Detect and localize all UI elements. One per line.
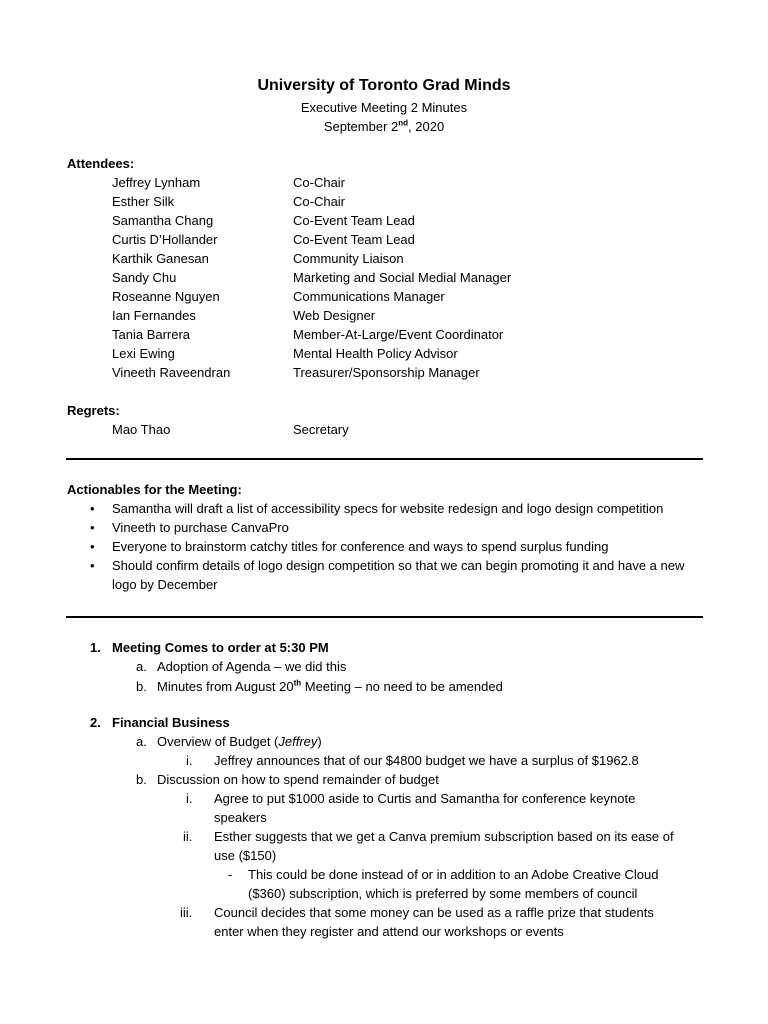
- attendee-role: Web Designer: [293, 308, 376, 323]
- actionable-item: [90, 556, 712, 594]
- section2-b-iii-line1: Council decides that some money can be used as a raffle prize that students: [214, 905, 654, 920]
- section1-b-sup: th: [293, 678, 302, 688]
- date-ordinal: nd: [398, 118, 409, 128]
- section2-a-i-marker: i.: [186, 753, 193, 768]
- actionables-list: [90, 499, 712, 594]
- section2-a-post: ): [317, 734, 322, 749]
- attendee-name: Lexi Ewing: [112, 346, 175, 361]
- section2-b-i-line1: Agree to put $1000 aside to Curtis and Samantha for conference keynote: [214, 791, 636, 806]
- section1-b-pre: Minutes from August 20: [157, 679, 294, 694]
- attendee-name: Esther Silk: [112, 194, 175, 209]
- attendee-row: [112, 363, 712, 382]
- section2-b-ii-sub-line1: This could be done instead of or in addition to an Adobe Creative Cloud: [248, 867, 659, 882]
- regrets-role: Secretary: [293, 422, 349, 437]
- attendee-row: [112, 268, 712, 287]
- attendee-row: [112, 325, 712, 344]
- regrets-row: [112, 420, 712, 439]
- actionable-item: [90, 499, 712, 518]
- section2-b-ii-dash: -: [228, 867, 233, 882]
- attendee-row: [112, 287, 712, 306]
- date-suffix: , 2020: [408, 119, 445, 134]
- bullet-icon: •: [90, 501, 95, 516]
- section2-a-marker: a.: [136, 734, 147, 749]
- section1-b-marker: b.: [136, 679, 147, 694]
- attendee-row: [112, 306, 712, 325]
- attendees-list: [112, 173, 712, 382]
- section2-a-pre: Overview of Budget (: [157, 734, 279, 749]
- actionable-text: Should confirm details of logo design competition so that we can begin promoting it and have a new logo by December: [112, 558, 685, 592]
- actionable-text: Vineeth to purchase CanvaPro: [112, 520, 289, 535]
- attendee-role: Mental Health Policy Advisor: [293, 346, 458, 361]
- attendee-role: Community Liaison: [293, 251, 404, 266]
- actionable-text: Everyone to brainstorm catchy titles for conference and ways to spend surplus funding: [112, 539, 609, 554]
- divider-bottom: [66, 616, 703, 618]
- section1-a-text: Adoption of Agenda – we did this: [157, 659, 347, 674]
- attendee-role: Co-Chair: [293, 194, 346, 209]
- attendee-role: Co-Event Team Lead: [293, 213, 415, 228]
- section2-title: Financial Business: [112, 715, 230, 730]
- attendee-role: Co-Event Team Lead: [293, 232, 415, 247]
- attendee-name: Karthik Ganesan: [112, 251, 209, 266]
- attendee-role: Co-Chair: [293, 175, 346, 190]
- attendee-name: Vineeth Raveendran: [112, 365, 231, 380]
- attendee-name: Roseanne Nguyen: [112, 289, 220, 304]
- section2-b-i-marker: i.: [186, 791, 193, 806]
- section2-b-i-line2: speakers: [214, 810, 267, 825]
- section1-b-post: Meeting – no need to be amended: [301, 679, 503, 694]
- section2-b-text: Discussion on how to spend remainder of budget: [157, 772, 439, 787]
- actionable-item: [90, 518, 712, 537]
- bullet-icon: •: [90, 520, 95, 535]
- section1-b-text: [157, 677, 503, 696]
- attendee-role: Member-At-Large/Event Coordinator: [293, 327, 504, 342]
- section2-number: 2.: [90, 715, 101, 730]
- divider-top: [66, 458, 703, 460]
- attendee-row: [112, 211, 712, 230]
- attendee-name: Ian Fernandes: [112, 308, 196, 323]
- section2-b-iii-line2: enter when they register and attend our workshops or events: [214, 924, 564, 939]
- section2-a-text: [157, 732, 322, 751]
- document-subtitle: Executive Meeting 2 Minutes: [300, 100, 468, 115]
- attendee-row: [112, 230, 712, 249]
- date-prefix: September 2: [323, 119, 399, 134]
- section2-b-marker: b.: [136, 772, 147, 787]
- attendee-role: Marketing and Social Medial Manager: [293, 270, 512, 285]
- bullet-icon: •: [90, 558, 95, 573]
- bullet-icon: •: [90, 539, 95, 554]
- section2-b-ii-line2: use ($150): [214, 848, 277, 863]
- regrets-name: Mao Thao: [112, 422, 171, 437]
- section2-b-ii-sub-line2: ($360) subscription, which is preferred by some members of council: [248, 886, 638, 901]
- section2-b-iii-marker: iii.: [180, 905, 193, 920]
- section2-a-i-text: Jeffrey announces that of our $4800 budget we have a surplus of $1962.8: [214, 753, 639, 768]
- attendee-role: Treasurer/Sponsorship Manager: [293, 365, 480, 380]
- attendee-name: Samantha Chang: [112, 213, 214, 228]
- section2-a-italic: Jeffrey: [278, 734, 318, 749]
- section1-number: 1.: [90, 640, 101, 655]
- section1-title: Meeting Comes to order at 5:30 PM: [112, 640, 329, 655]
- actionable-item: [90, 537, 712, 556]
- regrets-label: Regrets:: [67, 403, 120, 418]
- attendee-role: Communications Manager: [293, 289, 445, 304]
- attendee-name: Jeffrey Lynham: [112, 175, 201, 190]
- section2-b-ii-line1: Esther suggests that we get a Canva premium subscription based on its ease of: [214, 829, 674, 844]
- attendee-name: Tania Barrera: [112, 327, 191, 342]
- attendees-label: Attendees:: [67, 156, 135, 171]
- attendee-name: Curtis D’Hollander: [112, 232, 218, 247]
- actionables-label: Actionables for the Meeting:: [67, 482, 242, 497]
- attendee-row: [112, 249, 712, 268]
- document-title: University of Toronto Grad Minds: [257, 77, 511, 94]
- section2-b-ii-marker: ii.: [183, 829, 193, 844]
- section1-a-marker: a.: [136, 659, 147, 674]
- attendee-name: Sandy Chu: [112, 270, 177, 285]
- attendee-row: [112, 192, 712, 211]
- attendee-row: [112, 173, 712, 192]
- attendee-row: [112, 344, 712, 363]
- meeting-date: [0, 117, 768, 136]
- actionable-text: Samantha will draft a list of accessibility specs for website redesign and logo design competition: [112, 501, 664, 516]
